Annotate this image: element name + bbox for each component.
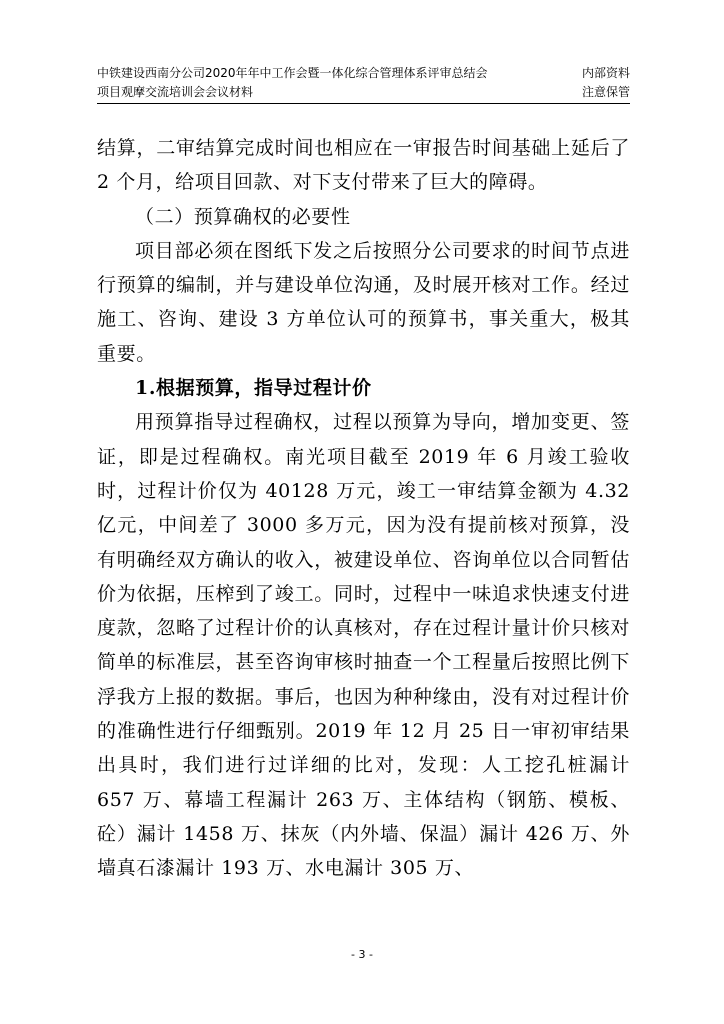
header-internal-label: 内部资料 (581, 66, 630, 80)
section-heading-bold: 1.根据预算，指导过程计价 (135, 377, 372, 400)
page-number: - 3 - (351, 948, 373, 961)
header-material-title: 项目观摩交流培训会会议材料 (97, 85, 254, 99)
header-left (97, 64, 537, 102)
document-body (97, 131, 630, 886)
paragraph-budget-necessity: 项目部必须在图纸下发之后按照分公司要求的时间节点进行预算的编制，并与建设单位沟通，及时展开核对工作。经过施工、咨询、建设 3 方单位认可的预算书，事关重大，极其重要。 (97, 239, 630, 365)
header-confidential-label: 注意保管 (581, 85, 630, 99)
header-right (550, 64, 630, 102)
paragraph-process-pricing: 用预算指导过程确权，过程以预算为导向，增加变更、签证，即是过程确权。南光项目截至 2019 年 6 月竣工验收时，过程计价仅为 40128 万元，竣工一审结算金额为 4.32 亿元，中间差了 3000 多万元，因为没有提前核对预算，没有明确经双方确认的收入，被建设单位、咨询单位以合同暂估价为依据，压榨到了竣工。同时，过程中一味追求快速支付进度款，忽略了过程计价的认真核对，存在过程计量计价只核对简单的标准层，甚至咨询审核时抽查一个工程量后按照比例下浮我方上报的数据。事后，也因为种种缘由，没有对过程计价的准确性进行仔细甄别。2019 年 12 月 25 日一审初审结果出具时，我们进行过详细的比对，发现：人工挖孔桩漏计 657 万、幕墙工程漏计 263 万、主体结构（钢筋、模板、砼）漏计 1458 万、抹灰（内外墙、保温）漏计 426 万、外墙真石漆漏计 193 万、水电漏计 305 万、 (97, 411, 630, 880)
section-subheading: （二）预算确权的必要性 (135, 205, 351, 228)
header-meeting-title: 中铁建设西南分公司2020年年中工作会暨一体化综合管理体系评审总结会 (97, 66, 488, 80)
paragraph-settlement-delay: 结算，二审结算完成时间也相应在一审报告时间基础上延后了 2 个月，给项目回款、对下支付带来了巨大的障碍。 (97, 137, 630, 194)
header-divider (97, 103, 630, 104)
